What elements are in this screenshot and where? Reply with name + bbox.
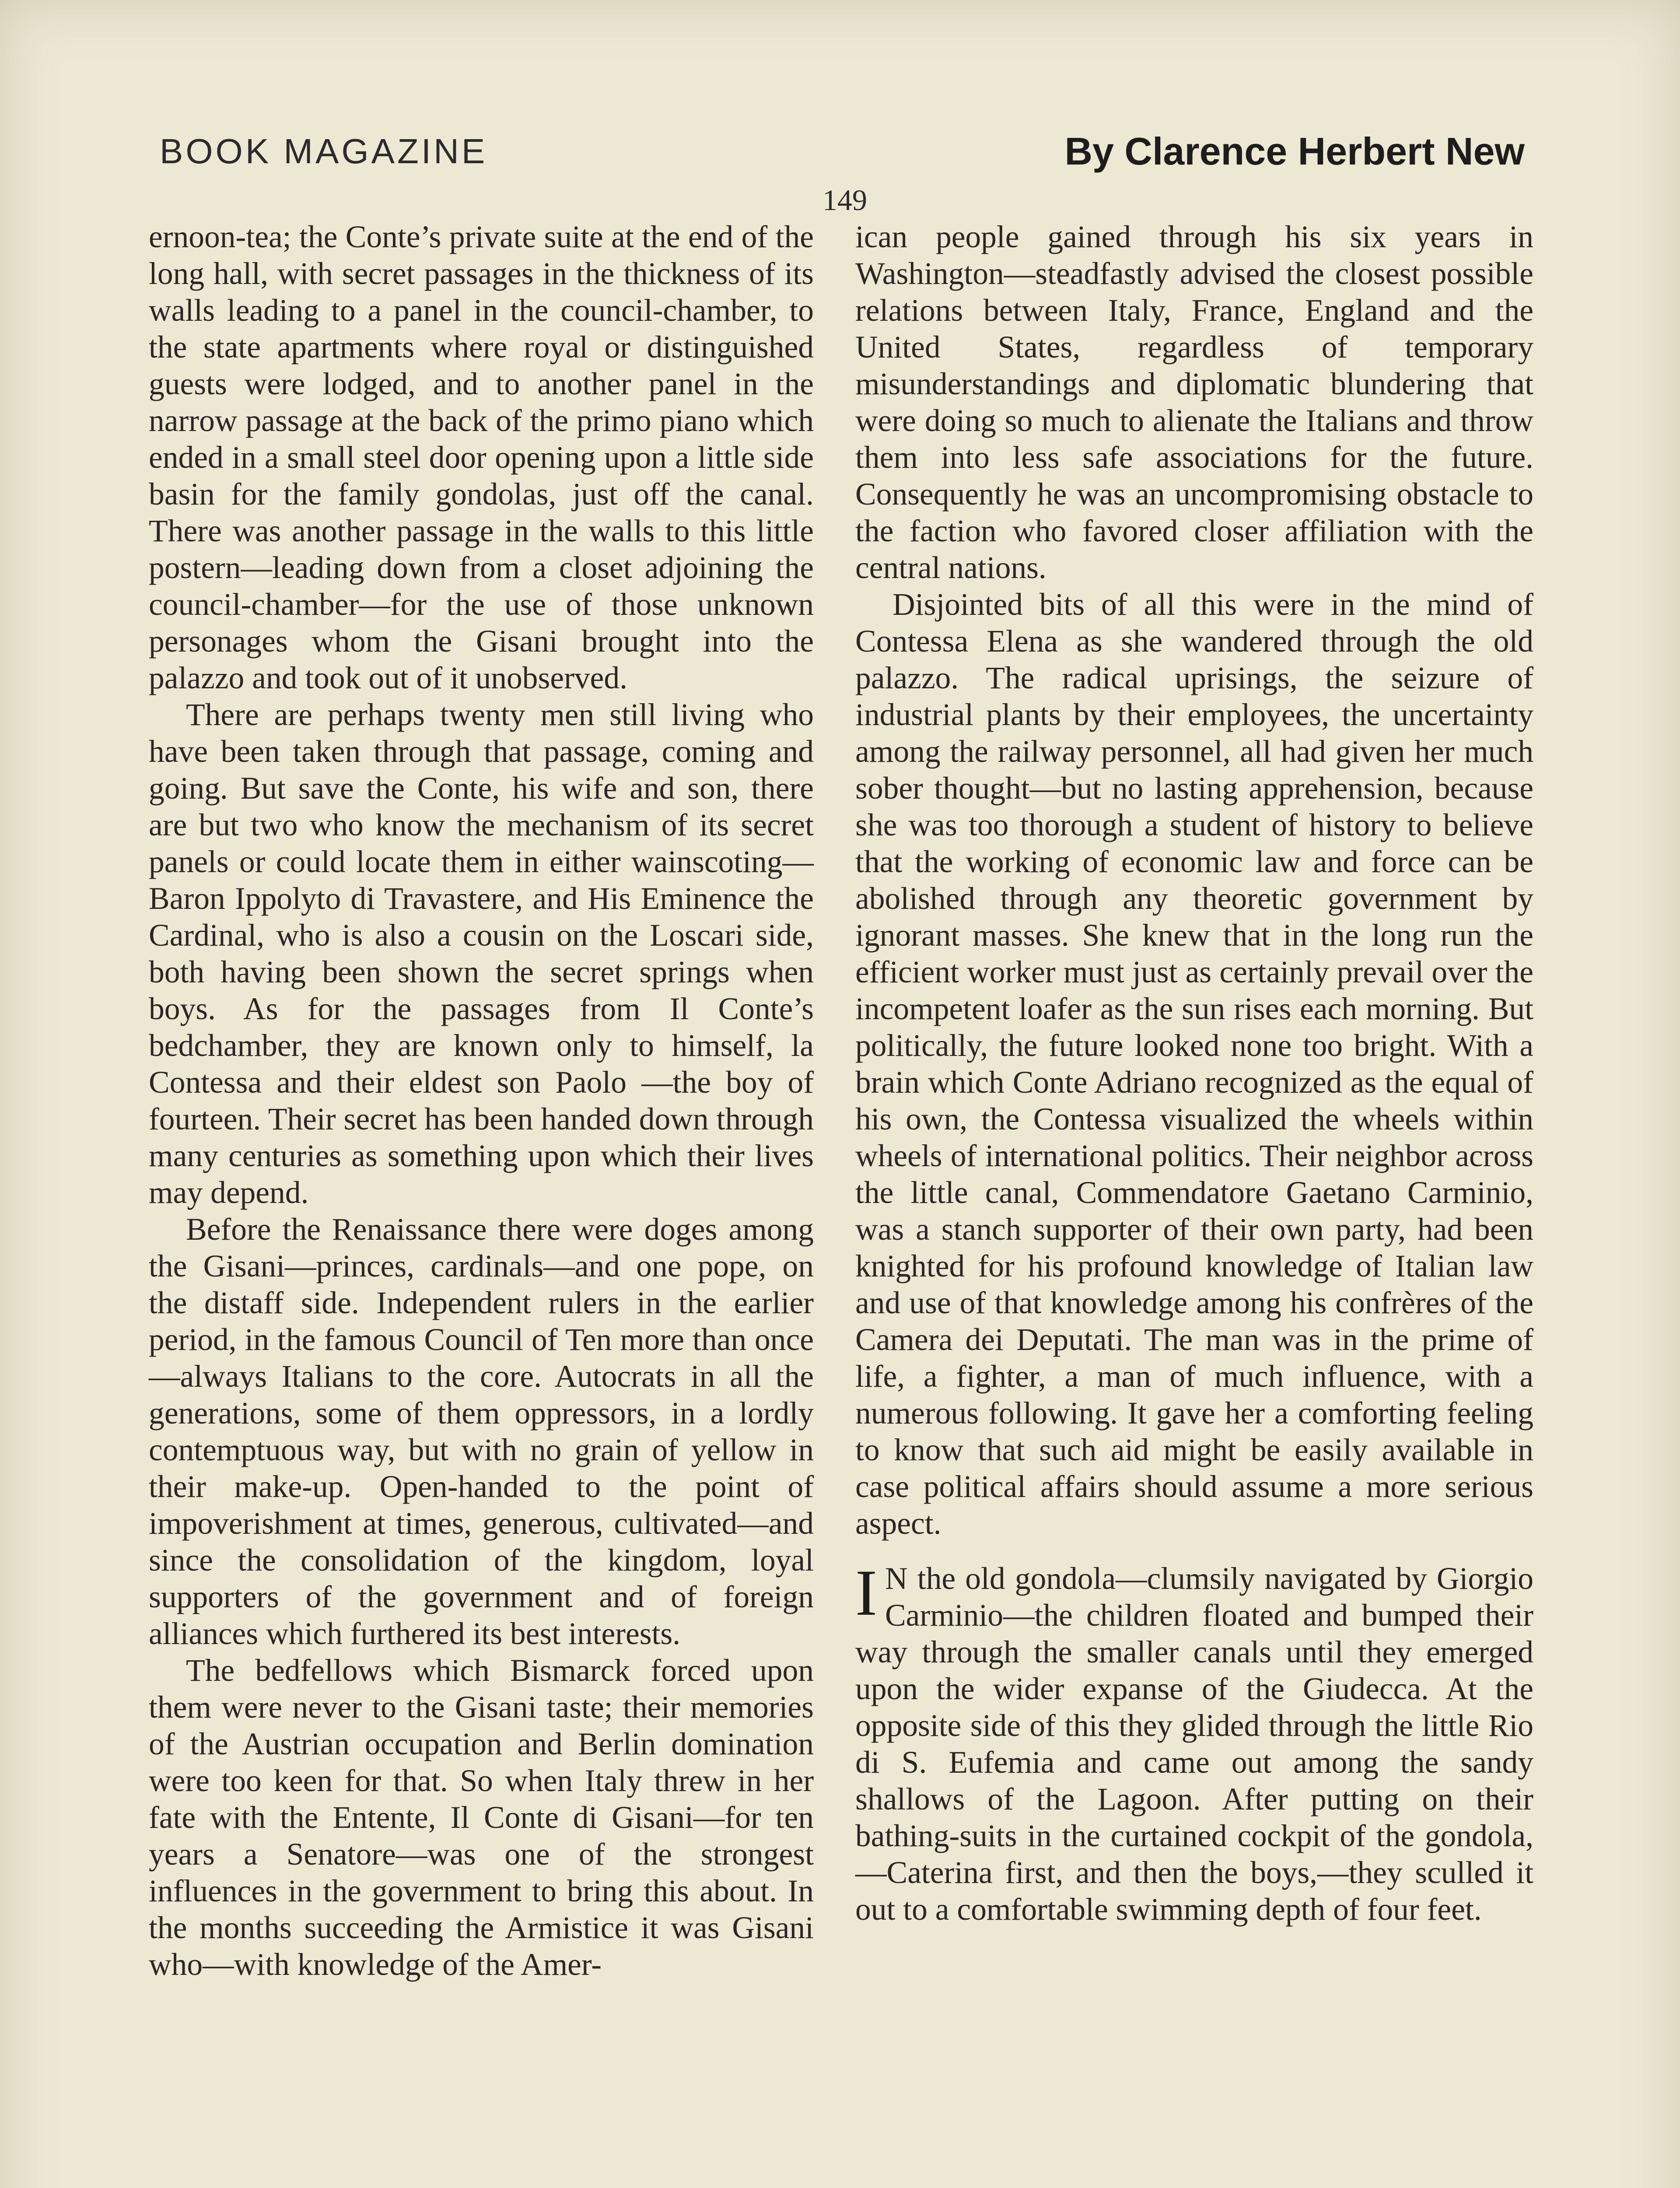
drop-cap: I	[855, 1557, 877, 1629]
magazine-title: BOOK MAGAZINE	[160, 132, 488, 171]
paragraph: ernoon-tea; the Conte’s private suite at the end of the long hall, with secret passages in the thickness of its walls leading to a panel in the council-chamber, to the state apartments where royal or distinguished guests were lodged, and to another panel in the narrow passage at the back of the primo piano which ended in a small steel door opening upon a little side basin for the family gondolas, just off the canal. There was another passage in the walls to this little postern—leading down from a closet adjoining the council-chamber—for the use of those unknown personages whom the Gisani brought into the palazzo and took out of it unobserved.	[149, 220, 814, 695]
paragraph: Before the Renaissance there were doges among the Gisani—princes, cardinals—and one pope, on the distaff side. Independent rulers in the earlier period, in the famous Council of Ten more than once—always Italians to the core. Autocrats in all the generations, some of them oppressors, in a lordly contemptuous way, but with no grain of yellow in their make-up. Open-handed to the point of impoverishment at times, generous, cultivated—and since the consolidation of the kingdom, loyal supporters of the government and of foreign alliances which furthered its best interests.	[149, 1212, 814, 1651]
section-start-paragraph	[855, 1557, 1533, 1928]
left-column	[149, 219, 814, 1983]
paragraph: The bedfellows which Bismarck forced upon them were never to the Gisani taste; their memories of the Austrian occupation and Berlin domination were too keen for that. So when Italy threw in her fate with the Entente, Il Conte di Gisani—for ten years a Senatore—was one of the strongest influences in the government to bring this about. In the months succeeding the Armistice it was Gisani who—with knowledge of the Amer-	[149, 1653, 814, 1982]
paragraph: There are perhaps twenty men still living who have been taken through that passage, coming and going. But save the Conte, his wife and son, there are but two who know the mechanism of its secret panels or could locate them in either wainscoting—Baron Ippolyto di Travastere, and His Eminence the Cardinal, who is also a cousin on the Loscari side, both having been shown the secret springs when boys. As for the passages from Il Conte’s bedchamber, they are known only to himself, la Contessa and their eldest son Paolo —the boy of fourteen. Their secret has been handed down through many centuries as something upon which their lives may depend.	[149, 698, 814, 1210]
paragraph: Disjointed bits of all this were in the mind of Contessa Elena as she wandered through the old palazzo. The radical uprisings, the seizure of industrial plants by their employees, the uncertainty among the railway personnel, all had given her much sober thought—but no lasting apprehension, because she was too thorough a student of history to believe that the working of economic law and force can be abolished through any theoretic government by ignorant masses. She knew that in the long run the efficient worker must just as certainly prevail over the incompetent loafer as the sun rises each morning. But politically, the future looked none too bright. With a brain which Conte Adriano recognized as the equal of his own, the Contessa visualized the wheels within wheels of international politics. Their neighbor across the little canal, Commendatore Gaetano Carminio, was a stanch supporter of their own party, had been knighted for his profound knowledge of Italian law and use of that knowledge among his confrères of the Camera dei Deputati. The man was in the prime of life, a fighter, a man of much influence, with a numerous following. It gave her a comforting feeling to know that such aid might be easily available in case political affairs should assume a more serious aspect.	[855, 587, 1533, 1541]
author-byline: By Clarence Herbert New	[1064, 130, 1525, 173]
page-number: 149	[822, 183, 867, 217]
paragraph-text: N the old gondola—clumsily navigated by Giorgio Carminio—the children floated and bumped their way through the smaller canals until they emerged upon the wider expanse of the Giudecca. At the opposite side of this they glided through the little Rio di S. Eufemia and came out among the sandy shallows of the Lagoon. After putting on their bathing-suits in the curtained cockpit of the gondola,—Caterina first, and then the boys,—they sculled it out to a comfortable swimming depth of four feet.	[855, 1561, 1533, 1927]
paragraph: ican people gained through his six years in Washington—steadfastly advised the closest possible relations between Italy, France, England and the United States, regardless of temporary misunderstandings and diplomatic blundering that were doing so much to alienate the Italians and throw them into less safe associations for the future. Consequently he was an uncompromising obstacle to the faction who favored closer affiliation with the central nations.	[855, 220, 1533, 585]
right-column	[855, 219, 1533, 1928]
